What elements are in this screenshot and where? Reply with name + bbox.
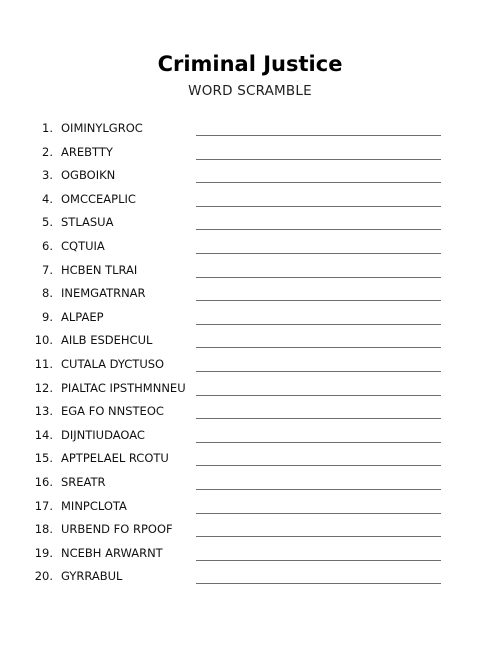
- list-item: [0, 282, 500, 306]
- answer-line[interactable]: [196, 229, 441, 230]
- scrambled-word: INEMGATRNAR: [61, 286, 146, 301]
- item-number: 13.: [34, 404, 53, 419]
- list-item: [0, 565, 500, 589]
- item-number: 6.: [42, 238, 53, 253]
- answer-line[interactable]: [196, 442, 441, 443]
- item-number: 14.: [34, 427, 53, 442]
- item-number: 3.: [42, 168, 53, 183]
- list-item: [0, 188, 500, 212]
- list-item: [0, 235, 500, 259]
- item-number: 20.: [34, 569, 53, 584]
- scrambled-word: PIALTAC IPSTHMNNEU: [61, 380, 186, 395]
- answer-line[interactable]: [196, 324, 441, 325]
- scrambled-word: OIMINYLGROC: [61, 121, 143, 135]
- item-number: 1.: [42, 121, 53, 135]
- answer-line[interactable]: [196, 536, 441, 537]
- scrambled-word: AREBTTY: [61, 144, 113, 159]
- item-number: 18.: [34, 522, 53, 537]
- scrambled-word: AILB ESDEHCUL: [61, 333, 153, 348]
- answer-line[interactable]: [196, 253, 441, 254]
- list-item: [0, 542, 500, 566]
- item-number: 9.: [42, 309, 53, 324]
- list-item: [0, 353, 500, 377]
- item-number: 8.: [42, 286, 53, 301]
- answer-line[interactable]: [196, 513, 441, 514]
- scramble-list: [0, 117, 500, 589]
- item-number: 12.: [34, 380, 53, 395]
- page-subtitle: WORD SCRAMBLE: [188, 83, 312, 99]
- item-number: 17.: [34, 498, 53, 513]
- item-number: 19.: [34, 545, 53, 560]
- list-item: [0, 164, 500, 188]
- list-item: [0, 377, 500, 401]
- page-title: Criminal Justice: [157, 52, 343, 76]
- scrambled-word: GYRRABUL: [61, 569, 123, 584]
- list-item: [0, 141, 500, 165]
- answer-line[interactable]: [196, 277, 441, 278]
- answer-line[interactable]: [196, 182, 441, 183]
- item-number: 10.: [34, 333, 53, 348]
- scrambled-word: CUTALA DYCTUSO: [61, 356, 165, 371]
- answer-line[interactable]: [196, 159, 441, 160]
- item-number: 5.: [42, 215, 53, 230]
- scrambled-word: ALPAEP: [61, 309, 104, 324]
- scrambled-word: CQTUIA: [61, 238, 105, 253]
- list-item: [0, 259, 500, 283]
- scrambled-word: HCBEN TLRAI: [61, 262, 138, 277]
- scrambled-word: EGA FO NNSTEOC: [61, 404, 164, 419]
- list-item: [0, 424, 500, 448]
- answer-line[interactable]: [196, 300, 441, 301]
- list-item: [0, 471, 500, 495]
- answer-line[interactable]: [196, 371, 441, 372]
- answer-line[interactable]: [196, 347, 441, 348]
- item-number: 4.: [42, 191, 53, 206]
- scrambled-word: OMCCEAPLIC: [61, 191, 136, 206]
- scrambled-word: APTPELAEL RCOTU: [61, 451, 169, 466]
- list-item: [0, 400, 500, 424]
- list-item: [0, 495, 500, 519]
- list-item: [0, 518, 500, 542]
- scrambled-word: MINPCLOTA: [61, 498, 127, 513]
- scrambled-word: OGBOIKN: [61, 168, 116, 183]
- answer-line[interactable]: [196, 206, 441, 207]
- scrambled-word: SREATR: [61, 474, 106, 489]
- answer-line[interactable]: [196, 395, 441, 396]
- item-number: 16.: [34, 474, 53, 489]
- answer-line[interactable]: [196, 465, 441, 466]
- item-number: 7.: [42, 262, 53, 277]
- scrambled-word: DIJNTIUDAOAC: [61, 427, 145, 442]
- answer-line[interactable]: [196, 560, 441, 561]
- item-number: 11.: [34, 356, 53, 371]
- scrambled-word: NCEBH ARWARNT: [61, 545, 163, 560]
- scrambled-word: URBEND FO RPOOF: [61, 522, 173, 537]
- item-number: 2.: [42, 144, 53, 159]
- answer-line[interactable]: [196, 489, 441, 490]
- item-number: 15.: [34, 451, 53, 466]
- answer-line[interactable]: [196, 418, 441, 419]
- answer-line[interactable]: [196, 583, 441, 584]
- list-item: [0, 306, 500, 330]
- list-item: [0, 447, 500, 471]
- list-item: [0, 329, 500, 353]
- list-item: [0, 211, 500, 235]
- list-item: [0, 117, 500, 141]
- answer-line[interactable]: [196, 135, 441, 136]
- scrambled-word: STLASUA: [61, 215, 114, 230]
